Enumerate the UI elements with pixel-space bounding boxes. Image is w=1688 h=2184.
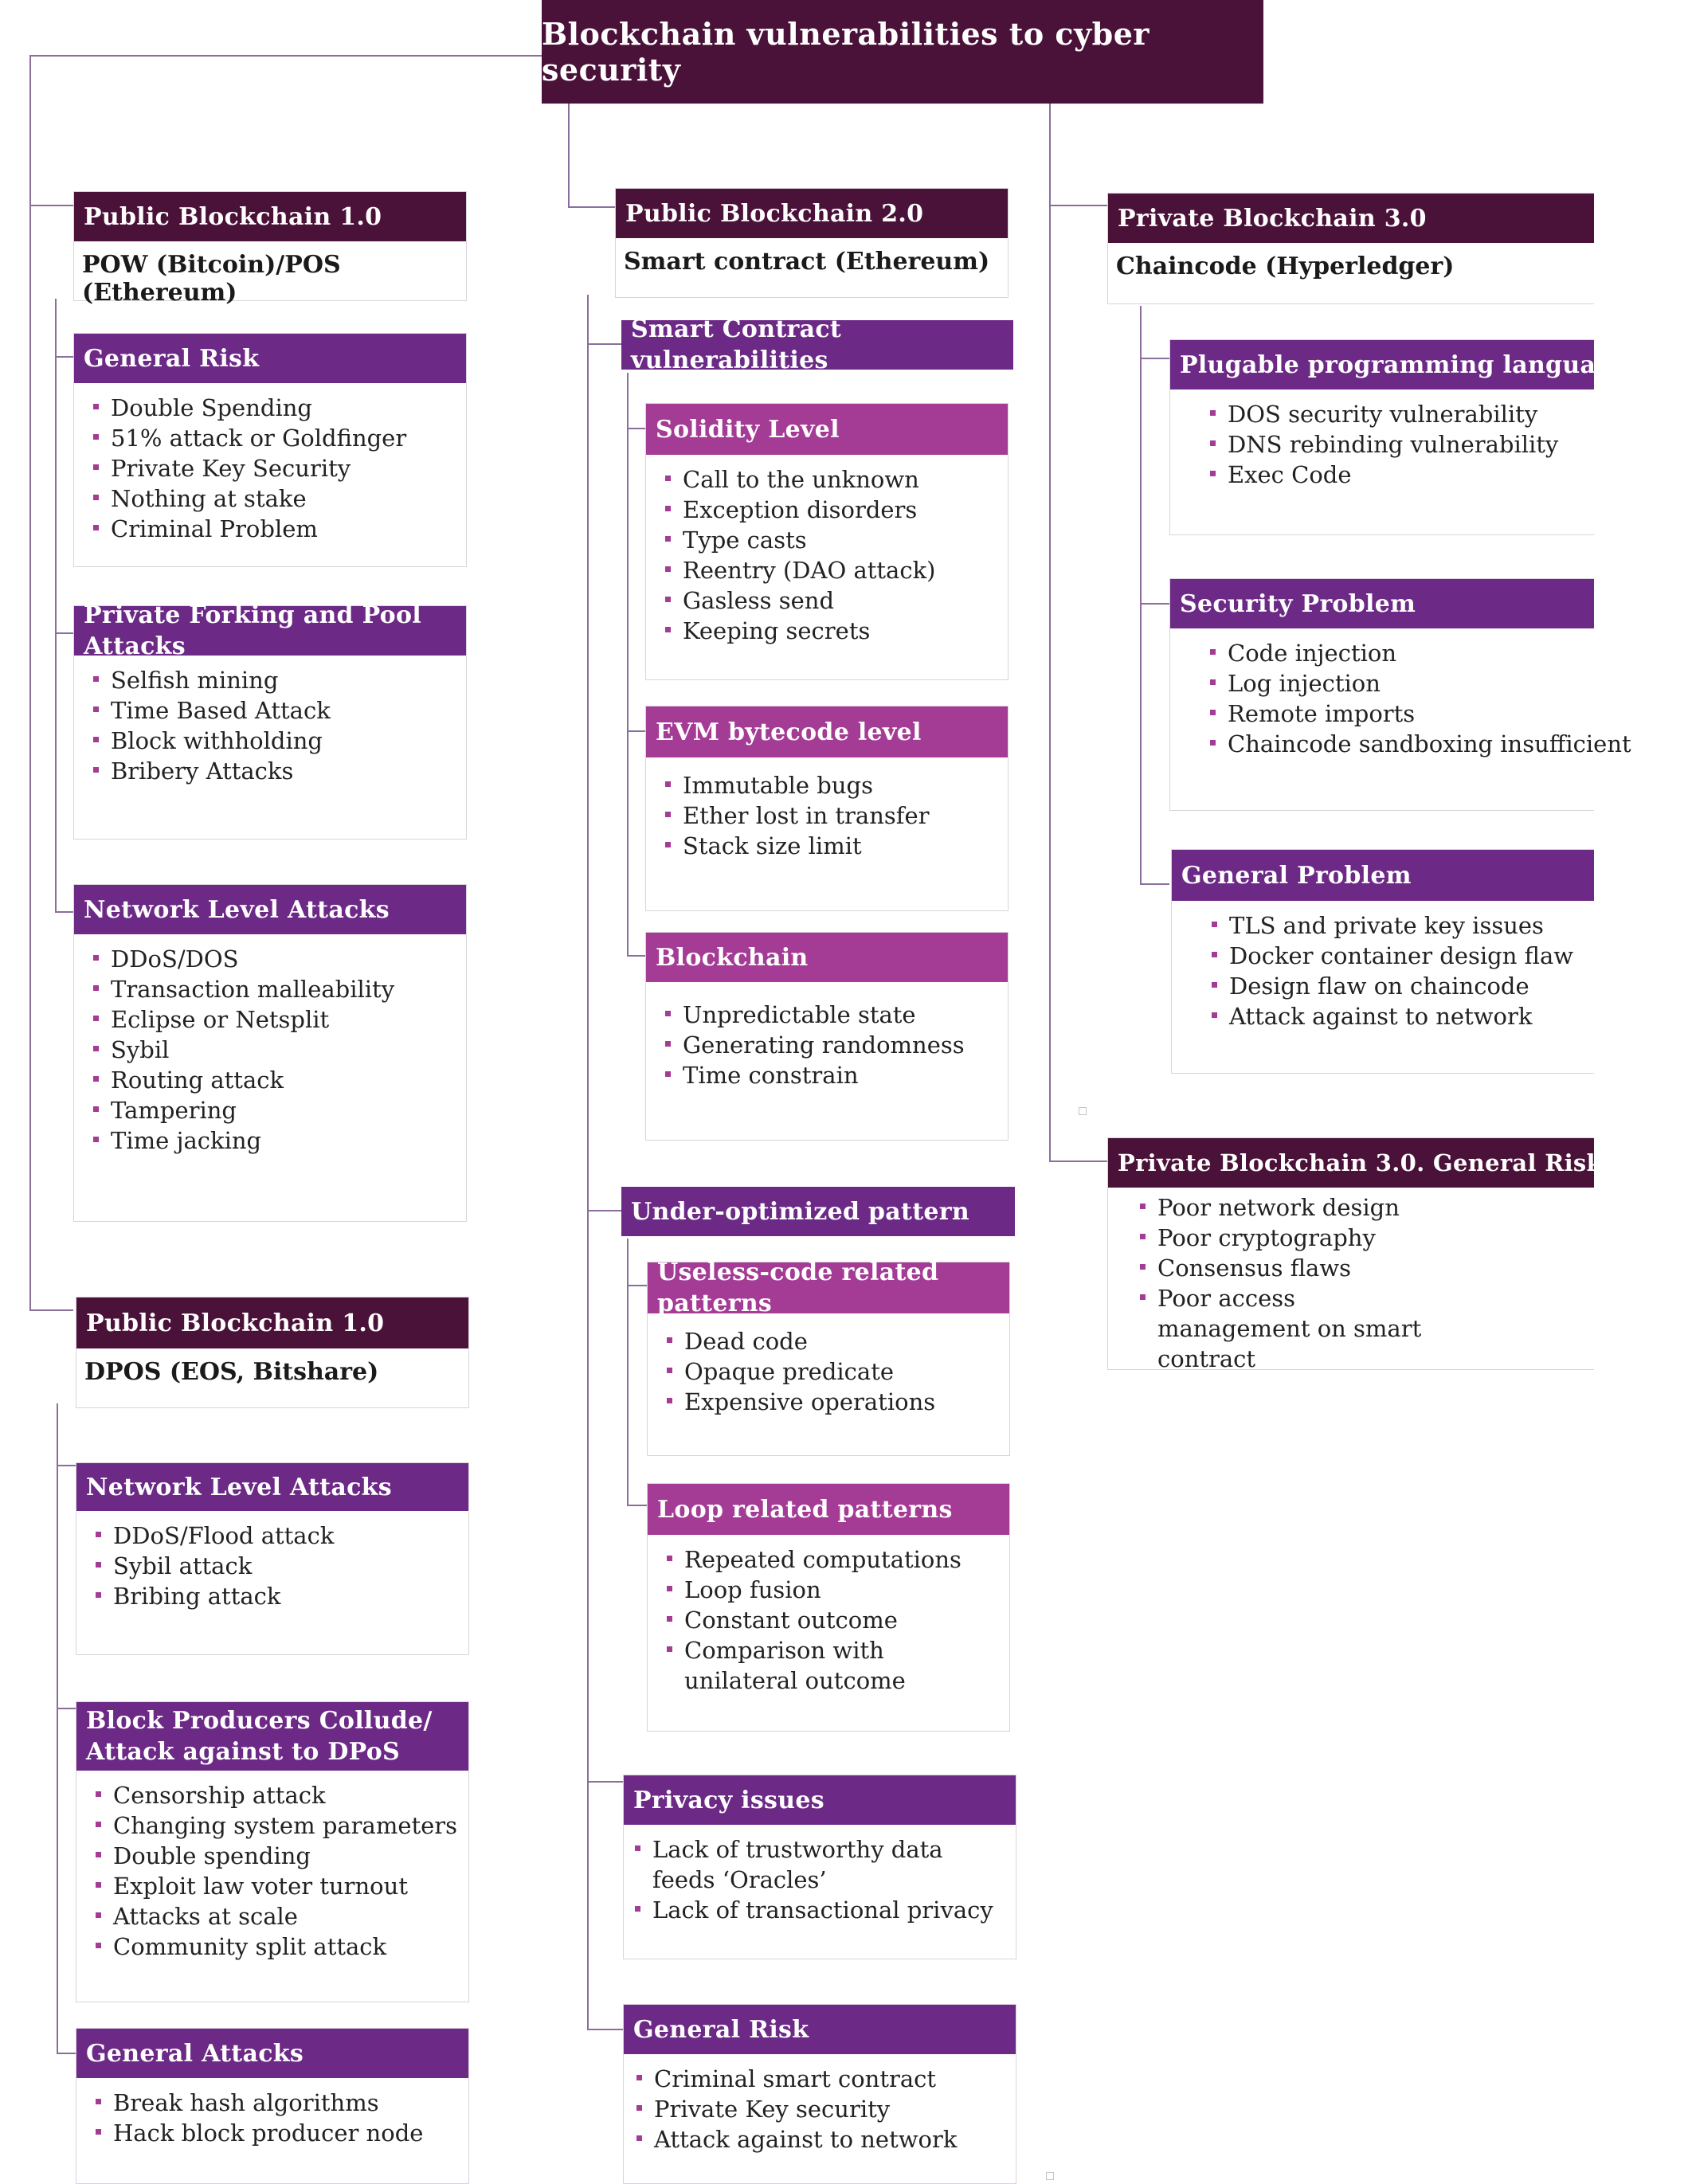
connector-scv-branch <box>628 373 645 956</box>
list-item: Call to the unknown <box>664 464 1008 495</box>
general-risk-2-box <box>623 2004 1016 2184</box>
list-item: Hack block producer node <box>94 2118 468 2148</box>
evm-box <box>645 706 1008 911</box>
pb2-header: Public Blockchain 2.0 <box>616 189 1008 238</box>
list-item: Exec Code <box>1208 460 1594 490</box>
useless-code-box <box>647 1258 1010 1456</box>
list-item: Stack size limit <box>664 831 1008 861</box>
connector-pb1b-branch <box>57 1403 76 2053</box>
blockchain-box <box>645 932 1008 1141</box>
collude-header-line1: Block Producers Collude/ <box>86 1707 433 1735</box>
general-problem-box <box>1171 849 1594 1074</box>
square-marker <box>1046 2172 1054 2180</box>
general-risk-header: General Risk <box>74 334 466 383</box>
list-item: DOS security vulnerability <box>1208 399 1594 429</box>
network-attacks-list <box>74 934 466 1156</box>
under-optimized-header: Under-optimized pattern <box>621 1187 1015 1236</box>
list-item: Constant outcome <box>665 1605 1009 1635</box>
general-risk-2-list <box>624 2054 1016 2155</box>
general-risk-list <box>74 383 466 544</box>
blockchain-list <box>646 982 1008 1090</box>
pb2-box <box>615 188 1008 298</box>
list-item: Generating randomness <box>664 1030 1008 1060</box>
collude-header <box>76 1702 468 1771</box>
private-forking-list <box>74 656 466 786</box>
list-item: Sybil <box>92 1035 466 1065</box>
list-item: DDoS/Flood attack <box>94 1521 468 1551</box>
pb3-subtitle: Chaincode (Hyperledger) <box>1116 252 1455 280</box>
privacy-box <box>623 1775 1016 1959</box>
list-item: Chaincode sandboxing insufficient <box>1208 729 1594 759</box>
list-item: Reentry (DAO attack) <box>664 555 1008 585</box>
list-item: Exception disorders <box>664 495 1008 525</box>
list-item: Log injection <box>1208 668 1594 699</box>
list-item: Attack against to network <box>1210 1001 1594 1031</box>
list-item: Exploit law voter turnout <box>94 1871 468 1901</box>
pb1-subtitle: POW (Bitcoin)/POS (Ethereum) <box>82 251 341 307</box>
list-item: Selfish mining <box>92 665 466 695</box>
general-attacks-box <box>76 2028 469 2184</box>
list-item: 51% attack or Goldfinger <box>92 423 466 453</box>
collude-header-line2: Attack against to DPoS <box>86 1738 401 1766</box>
list-item: Censorship attack <box>94 1780 468 1810</box>
pb1-box <box>73 191 467 307</box>
pb2-subtitle: Smart contract (Ethereum) <box>624 248 990 276</box>
list-item: DDoS/DOS <box>92 944 466 974</box>
plugable-box <box>1169 339 1688 535</box>
list-item: Poor network design <box>1138 1192 1594 1223</box>
list-item: Time Based Attack <box>92 695 466 726</box>
pb1-header: Public Blockchain 1.0 <box>74 192 466 241</box>
list-item: Poor access management on smart contract <box>1138 1283 1444 1374</box>
list-item: Community split attack <box>94 1932 468 1962</box>
solidity-header: Solidity Level <box>646 404 1008 455</box>
connector-under-branch <box>628 1239 647 1505</box>
list-item: Double Spending <box>92 393 466 423</box>
list-item: Time constrain <box>664 1060 1008 1090</box>
general-attacks-header: General Attacks <box>76 2029 468 2078</box>
list-item: Attacks at scale <box>94 1901 468 1932</box>
general-risk-box <box>73 333 467 567</box>
general-risk-2-header: General Risk <box>624 2005 1016 2054</box>
list-item: Repeated computations <box>665 1544 1009 1575</box>
private-forking-box <box>73 601 467 840</box>
list-item: Lack of transactional privacy <box>633 1895 1016 1925</box>
network-attacks-2-list <box>76 1511 468 1611</box>
general-problem-list <box>1172 901 1594 1031</box>
privacy-header: Privacy issues <box>624 1775 1016 1825</box>
network-attacks-2-box <box>76 1462 469 1655</box>
list-item: Sybil attack <box>94 1551 468 1581</box>
list-item: Immutable bugs <box>664 770 1008 800</box>
solidity-box <box>645 403 1008 680</box>
private-forking-header: Private Forking and Pool Attacks <box>74 606 466 656</box>
solidity-list <box>646 455 1008 646</box>
security-problem-list <box>1170 628 1631 759</box>
loop-header: Loop related patterns <box>648 1484 1009 1535</box>
list-item: Docker container design flaw <box>1210 941 1594 971</box>
list-item: Tampering <box>92 1095 466 1125</box>
useless-code-header: Useless-code related patterns <box>648 1262 1009 1313</box>
plugable-list <box>1170 389 1594 490</box>
blockchain-header: Blockchain <box>646 933 1008 982</box>
list-item: Criminal Problem <box>92 514 466 544</box>
list-item: Lack of trustworthy data feeds ‘Oracles’ <box>633 1834 995 1895</box>
list-item: Bribing attack <box>94 1581 468 1611</box>
pb3-general-risk-box <box>1107 1137 1603 1372</box>
pb3-general-risk-header: Private Blockchain 3.0. General Risk <box>1108 1138 1594 1188</box>
security-problem-header: Security Problem <box>1170 579 1594 628</box>
list-item: Code injection <box>1208 638 1594 668</box>
list-item: Eclipse or Netsplit <box>92 1004 466 1035</box>
list-item: Changing system parameters <box>94 1810 468 1841</box>
list-item: Gasless send <box>664 585 1008 616</box>
privacy-list <box>624 1825 1016 1925</box>
list-item: Attack against to network <box>635 2124 1016 2155</box>
list-item: Bribery Attacks <box>92 756 466 786</box>
loop-box <box>647 1483 1010 1732</box>
list-item: DNS rebinding vulnerability <box>1208 429 1594 460</box>
network-attacks-box <box>73 884 467 1222</box>
list-item: Type casts <box>664 525 1008 555</box>
list-item: Design flaw on chaincode <box>1210 971 1594 1001</box>
list-item: Private Key security <box>635 2094 1016 2124</box>
list-item: Ether lost in transfer <box>664 800 1008 831</box>
evm-header: EVM bytecode level <box>646 706 1008 757</box>
pb1b-header: Public Blockchain 1.0 <box>76 1297 468 1348</box>
list-item: Poor cryptography <box>1138 1223 1594 1253</box>
list-item: TLS and private key issues <box>1210 910 1594 941</box>
list-item: Nothing at stake <box>92 483 466 514</box>
general-attacks-list <box>76 2078 468 2148</box>
network-attacks-2-header: Network Level Attacks <box>76 1463 468 1511</box>
pb3-general-risk-list <box>1108 1188 1594 1374</box>
connector-title-col3 <box>1050 104 1107 1161</box>
list-item: Expensive operations <box>665 1387 1009 1417</box>
pb3-header: Private Blockchain 3.0 <box>1108 194 1594 243</box>
connector-col2-branch <box>588 295 623 2029</box>
collude-list <box>76 1771 468 1962</box>
square-marker <box>1079 1107 1087 1115</box>
list-item: Private Key Security <box>92 453 466 483</box>
list-item: Comparison with unilateral outcome <box>665 1635 987 1696</box>
general-problem-header: General Problem <box>1172 850 1594 901</box>
useless-code-list <box>648 1313 1009 1417</box>
list-item: Criminal smart contract <box>635 2064 1016 2094</box>
list-item: Double spending <box>94 1841 468 1871</box>
connector-pb1-branch <box>56 299 73 912</box>
evm-list <box>646 757 1008 861</box>
connector-pb3-branch <box>1141 306 1169 884</box>
pb3-box <box>1107 193 1594 304</box>
list-item: Routing attack <box>92 1065 466 1095</box>
network-attacks-header: Network Level Attacks <box>74 885 466 934</box>
list-item: Dead code <box>665 1326 1009 1356</box>
collude-box <box>76 1701 469 2002</box>
security-problem-box <box>1169 578 1631 811</box>
list-item: Loop fusion <box>665 1575 1009 1605</box>
scv-header: Smart Contract vulnerabilities <box>621 320 1013 370</box>
loop-list <box>648 1535 1009 1696</box>
diagram-title: Blockchain vulnerabilities to cyber security <box>542 0 1263 104</box>
plugable-header: Plugable programming language bug <box>1170 340 1594 389</box>
list-item: Remote imports <box>1208 699 1594 729</box>
list-item: Transaction malleability <box>92 974 466 1004</box>
list-item: Keeping secrets <box>664 616 1008 646</box>
list-item: Time jacking <box>92 1125 466 1156</box>
list-item: Break hash algorithms <box>94 2088 468 2118</box>
list-item: Consensus flaws <box>1138 1253 1594 1283</box>
list-item: Block withholding <box>92 726 466 756</box>
list-item: Opaque predicate <box>665 1356 1009 1387</box>
pb1b-subtitle: DPOS (EOS, Bitshare) <box>84 1358 379 1386</box>
pb1b-box <box>76 1297 469 1408</box>
list-item: Unpredictable state <box>664 1000 1008 1030</box>
connector-title-col2 <box>569 104 615 207</box>
